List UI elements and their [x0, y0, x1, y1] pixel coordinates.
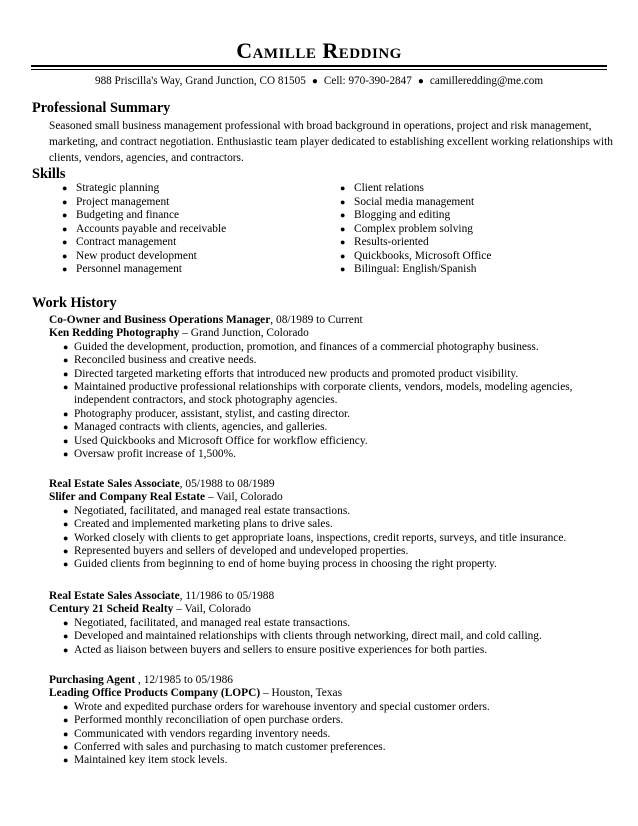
job-bullet: ● Managed contracts with clients, agencies, and galleries.: [63, 421, 614, 434]
job-entry: [49, 314, 614, 461]
job-bullet: ● Performed monthly reconciliation of open purchase orders.: [63, 714, 614, 727]
job-title-line: [49, 314, 614, 327]
email: camilleredding@me.com: [429, 75, 544, 87]
bullet-separator-icon: ●: [417, 76, 424, 87]
job-location: – Vail, Colorado: [205, 491, 283, 504]
skill-item: ● Quickbooks, Microsoft Office: [340, 250, 491, 264]
job-dates: , 08/1989 to Current: [270, 314, 363, 326]
skill-item: ● Budgeting and finance: [62, 209, 226, 223]
skill-item: ● New product development: [62, 250, 226, 264]
contact-line: [0, 75, 638, 87]
job-location: – Grand Junction, Colorado: [179, 327, 309, 340]
skill-item: ● Bilingual: English/Spanish: [340, 263, 491, 277]
job-bullet: ● Oversaw profit increase of 1,500%.: [63, 448, 614, 461]
cell-phone: Cell: 970-390-2847: [323, 75, 412, 87]
header-rule-thin: [31, 69, 607, 70]
job-company-line: [49, 603, 614, 616]
work-history-heading: Work History: [32, 295, 117, 311]
job-bullet: ● Negotiated, facilitated, and managed real estate transactions.: [63, 505, 614, 518]
job-company-line: [49, 327, 614, 340]
skill-item: ● Personnel management: [62, 263, 226, 277]
skill-item: ● Strategic planning: [62, 182, 226, 196]
skill-item: ● Complex problem solving: [340, 223, 491, 237]
job-title-line: [49, 590, 614, 603]
job-dates: , 12/1985 to 05/1986: [135, 674, 233, 686]
job-bullets: [49, 341, 614, 462]
skill-item: ● Social media management: [340, 196, 491, 210]
job-title-line: [49, 478, 614, 491]
skill-item: ● Contract management: [62, 236, 226, 250]
job-location: – Vail, Colorado: [173, 603, 251, 616]
job-bullet: ● Represented buyers and sellers of developed and undeveloped properties.: [63, 545, 614, 558]
job-bullet: ● Created and implemented marketing plans to drive sales.: [63, 518, 614, 531]
job-bullet: ● Maintained productive professional relationships with corporate clients, vendors, models, modeling agencies, independent contractors, and stock photography agencies.: [63, 381, 614, 408]
job-dates: , 11/1986 to 05/1988: [179, 590, 275, 602]
summary-heading: Professional Summary: [32, 100, 171, 116]
job-bullet: ● Reconciled business and creative needs.: [63, 354, 614, 367]
skill-item: ● Client relations: [340, 182, 491, 196]
job-bullets: [49, 701, 614, 768]
job-bullet: ● Developed and maintained relationships with clients through networking, direct mail, and cold calling.: [63, 630, 614, 643]
job-role: Real Estate Sales Associate: [49, 590, 180, 602]
job-bullet: ● Guided the development, production, promotion, and finances of a commercial photography business.: [63, 341, 614, 354]
skill-item: ● Blogging and editing: [340, 209, 491, 223]
job-location: – Houston, Texas: [260, 687, 343, 700]
job-company: Leading Office Products Company (LOPC): [49, 687, 261, 700]
job-title-line: [49, 674, 614, 687]
job-bullet: ● Conferred with sales and purchasing to match customer preferences.: [63, 741, 614, 754]
skills-list-right: [340, 182, 491, 277]
job-bullet: ● Maintained key item stock levels.: [63, 754, 614, 767]
job-bullet: ● Negotiated, facilitated, and managed real estate transactions.: [63, 617, 614, 630]
header-rule-thick: [31, 65, 607, 67]
skill-item: ● Project management: [62, 196, 226, 210]
address: 988 Priscilla's Way, Grand Junction, CO 81505: [94, 75, 306, 87]
job-company: Ken Redding Photography: [49, 327, 180, 340]
job-company-line: [49, 687, 614, 700]
job-role: Real Estate Sales Associate: [49, 478, 180, 490]
job-company-line: [49, 491, 614, 504]
job-bullet: ● Used Quickbooks and Microsoft Office for workflow efficiency.: [63, 435, 614, 448]
job-role: Co-Owner and Business Operations Manager: [49, 314, 271, 326]
job-company: Century 21 Scheid Realty: [49, 603, 174, 616]
job-dates: , 05/1988 to 08/1989: [179, 478, 275, 490]
skill-item: ● Accounts payable and receivable: [62, 223, 226, 237]
skill-item: ● Results-oriented: [340, 236, 491, 250]
job-bullet: ● Worked closely with clients to get appropriate loans, inspections, credit reports, surveys, and title insurance.: [63, 532, 614, 545]
job-entry: [49, 478, 614, 572]
bullet-separator-icon: ●: [311, 76, 318, 87]
job-bullet: ● Photography producer, assistant, stylist, and casting director.: [63, 408, 614, 421]
job-bullet: ● Guided clients from beginning to end of home buying process in choosing the right property.: [63, 558, 614, 571]
job-company: Slifer and Company Real Estate: [49, 491, 206, 504]
candidate-name: Camille Redding: [236, 38, 402, 63]
job-bullets: [49, 617, 614, 657]
skills-list-left: [62, 182, 226, 277]
job-entry: [49, 590, 614, 657]
job-bullet: ● Directed targeted marketing efforts that introduced new products and promoted product visibility.: [63, 368, 614, 381]
summary-text: Seasoned small business management professional with broad background in operations, project and risk management, marketing, and contract negotiation. Enthusiastic team player dedicated to establishing excellent working relationships with clients, vendors, agencies, and contractors.: [49, 120, 613, 164]
job-entry: [49, 674, 614, 768]
job-bullet: ● Acted as liaison between buyers and sellers to ensure positive experiences for both parties.: [63, 644, 614, 657]
job-role: Purchasing Agent: [49, 674, 136, 686]
job-bullets: [49, 505, 614, 572]
job-bullet: ● Wrote and expedited purchase orders for warehouse inventory and special customer orders.: [63, 701, 614, 714]
skills-heading: Skills: [32, 166, 66, 182]
job-bullet: ● Communicated with vendors regarding inventory needs.: [63, 728, 614, 741]
